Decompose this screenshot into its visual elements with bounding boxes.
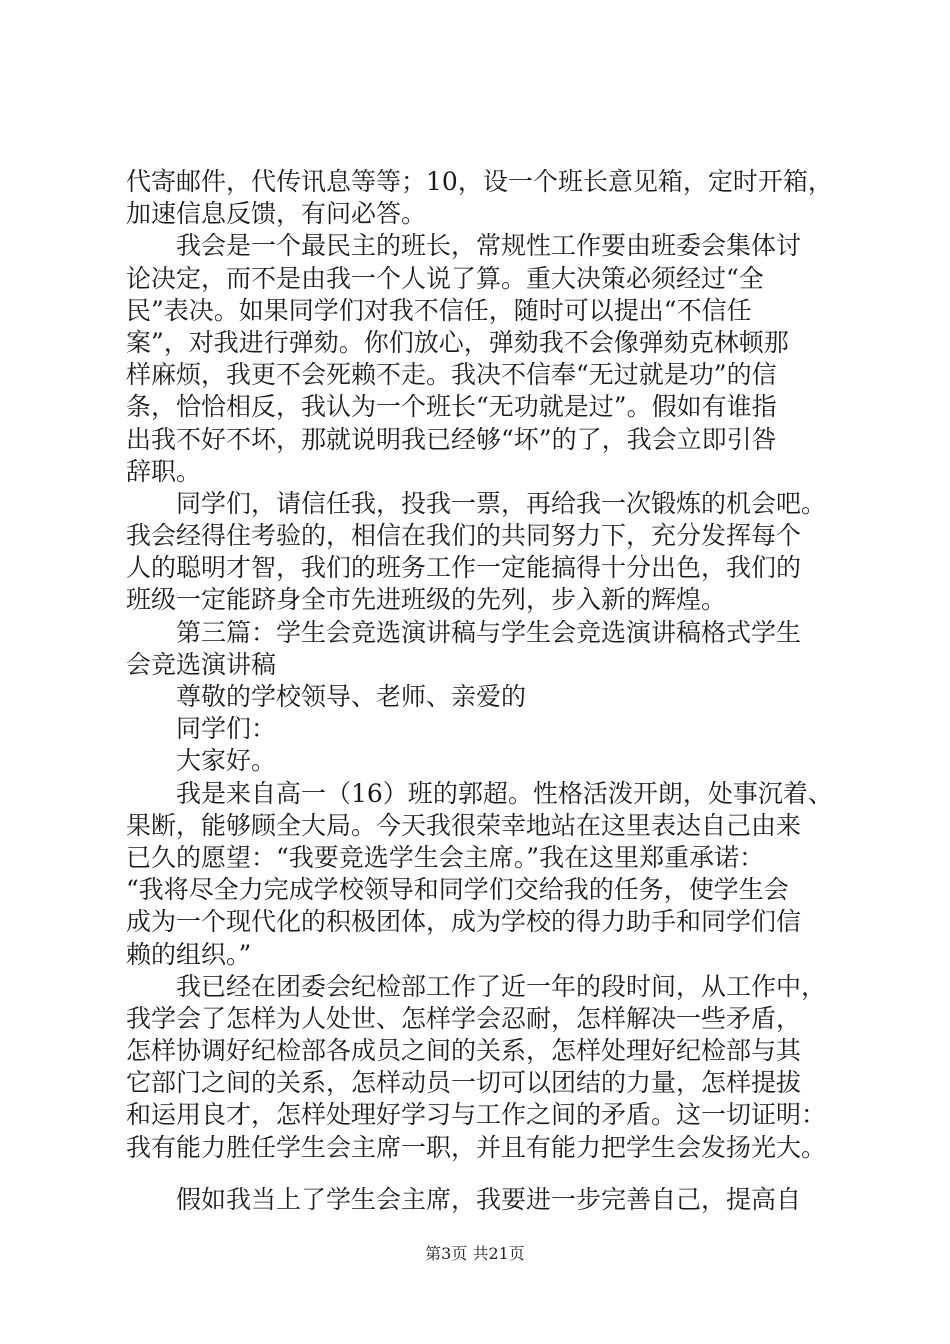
text-line: 我会是一个最民主的班长，常规性工作要由班委会集体讨 xyxy=(126,231,802,261)
text-line: 已久的愿望：“我要竞选学生会主席。”我在这里郑重承诺： xyxy=(126,842,765,872)
text-line: 代寄邮件，代传讯息等等；10，设一个班长意见箱，定时开箱， xyxy=(126,167,833,196)
text-line: 条，恰恰相反，我认为一个班长“无功就是过”。假如有谁指 xyxy=(126,392,777,422)
text-line: 出我不好不坏，那就说明我已经够“坏”的了，我会立即引咎 xyxy=(126,424,777,454)
text-line: 辞职。 xyxy=(126,456,202,486)
text-line: 和运用良才，怎样处理好学习与工作之间的矛盾。这一切证明： xyxy=(126,1100,827,1130)
text-line: 班级一定能跻身全市先进班级的先列，步入新的辉煌。 xyxy=(126,585,727,615)
text-line: 我是来自高一（16）班的郭超。性格活泼开朗，处事沉着、 xyxy=(126,778,833,808)
text-line: 我会经得住考验的，相信在我们的共同努力下，充分发挥每个 xyxy=(126,521,802,551)
text-line: 我有能力胜任学生会主席一职，并且有能力把学生会发扬光大。 xyxy=(126,1132,827,1162)
text-line: 加速信息反馈，有问必答。 xyxy=(126,199,427,229)
text-line: 它部门之间的关系，怎样动员一切可以团结的力量，怎样提拔 xyxy=(126,1068,802,1098)
section-heading: 会竞选演讲稿 xyxy=(126,649,277,679)
text-line: 案”，对我进行弹劾。你们放心，弹劾我不会像弹劾克林顿那 xyxy=(126,327,789,357)
text-line: 我学会了怎样为人处世、怎样学会忍耐，怎样解决一些矛盾， xyxy=(126,1003,802,1033)
text-line: 人的聪明才智，我们的班务工作一定能搞得十分出色，我们的 xyxy=(126,553,802,583)
text-line: 同学们，请信任我，投我一票，再给我一次锻炼的机会吧。 xyxy=(126,488,827,518)
text-line: 赖的组织。” xyxy=(126,939,252,969)
text-line: 论决定，而不是由我一个人说了算。重大决策必须经过“全 xyxy=(126,263,764,293)
section-heading: 第三篇：学生会竞选演讲稿与学生会竞选演讲稿格式学生 xyxy=(126,617,802,647)
text-line: 我已经在团委会纪检部工作了近一年的段时间，从工作中， xyxy=(126,971,827,1001)
text-line: 怎样协调好纪检部各成员之间的关系，怎样处理好纪检部与其 xyxy=(126,1036,802,1066)
greeting: 大家好。 xyxy=(126,746,277,776)
text-line: “我将尽全力完成学校领导和同学们交给我的任务，使学生会 xyxy=(126,875,789,905)
text-line: 样麻烦，我更不会死赖不走。我决不信奉“无过就是功”的信 xyxy=(126,360,777,390)
page-number-footer: 第3页 共21页 xyxy=(425,1244,525,1263)
text-line: 果断，能够顾全大局。今天我很荣幸地站在这里表达自己由来 xyxy=(126,810,802,840)
text-line: 民”表决。如果同学们对我不信任，随时可以提出“不信任 xyxy=(126,295,752,325)
document-body xyxy=(126,166,846,1216)
text-line: 成为一个现代化的积极团体，成为学校的得力助手和同学们信 xyxy=(126,907,802,937)
text-line: 假如我当上了学生会主席，我要进一步完善自己，提高自 xyxy=(126,1184,802,1214)
salutation: 同学们： xyxy=(126,714,277,744)
salutation: 尊敬的学校领导、老师、亲爱的 xyxy=(126,682,527,711)
